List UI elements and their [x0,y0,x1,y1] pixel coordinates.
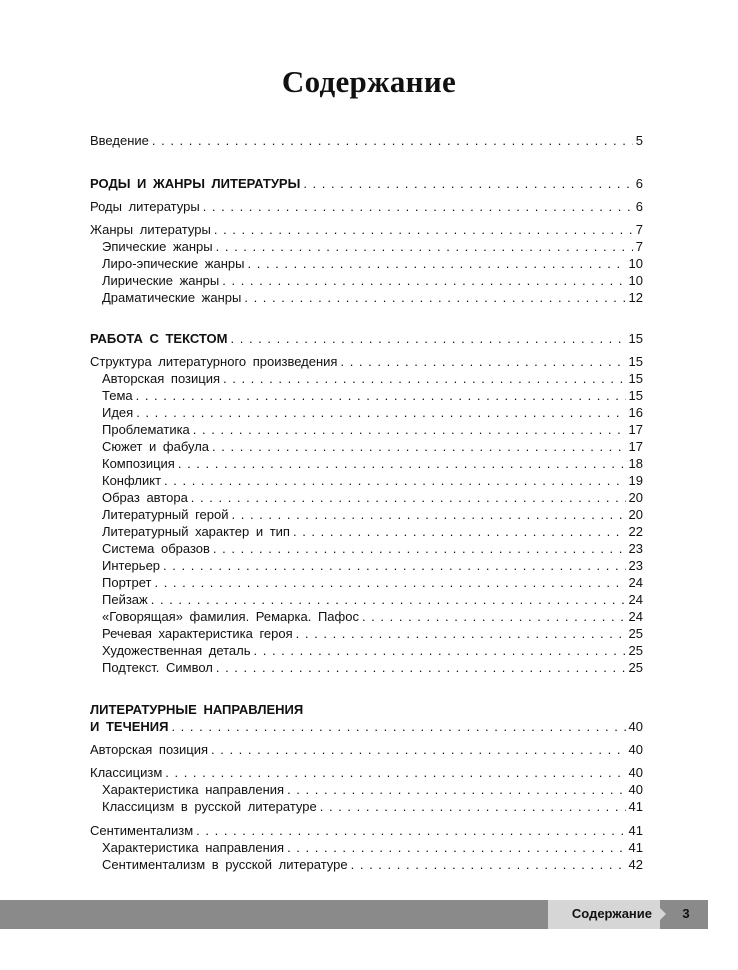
toc-leader [320,798,626,815]
page-number: 3 [682,906,690,921]
toc-page: 41 [628,823,643,838]
toc-leader [191,489,626,506]
toc-page: 18 [628,456,643,471]
toc-entry [90,353,643,370]
toc-subentry [102,387,643,404]
toc-label: Композиция [102,456,175,471]
toc-leader [248,255,626,272]
toc-label: РАБОТА С ТЕКСТОМ [90,331,228,346]
toc-page: 7 [635,222,643,237]
toc-page: 40 [628,742,643,757]
toc-subentry [102,642,643,659]
toc-subentry [102,856,643,873]
toc-subentry [102,272,643,289]
toc-page: 24 [628,575,643,590]
toc-subentry [102,608,643,625]
toc-leader [163,557,626,574]
toc-leader [244,289,625,306]
toc-label: Классицизм [90,765,163,780]
toc-label: Литературный характер и тип [102,524,290,539]
toc-subentry [102,506,643,523]
toc-subentry [102,421,643,438]
toc-entry [90,764,643,781]
footer-section-label: Содержание [571,906,652,921]
toc-subentry [102,781,643,798]
toc-label: Характеристика направления [102,840,285,855]
toc-label: Эпические жанры [102,239,213,254]
toc-leader [196,822,625,839]
toc-leader [232,506,626,523]
toc-page: 16 [628,405,643,420]
toc-section-movements-line1: ЛИТЕРАТУРНЫЕ НАПРАВЛЕНИЯ [90,702,304,717]
toc-label: Портрет [102,575,152,590]
toc-subentry [102,289,643,306]
toc-label: Художественная деталь [102,643,251,658]
toc-label: Идея [102,405,134,420]
toc-leader [340,353,625,370]
toc-page: 41 [628,799,643,814]
toc-subentry [102,625,643,642]
toc-page: 15 [628,371,643,386]
toc-page: 20 [628,490,643,505]
toc-label: Введение [90,133,149,148]
toc-label: И ТЕЧЕНИЯ [90,719,169,734]
toc-page: 40 [628,719,643,734]
page-title: Содержание [281,64,457,99]
toc-label: Классицизм в русской литературе [102,799,317,814]
toc-subentry [102,238,643,255]
toc-leader [164,472,626,489]
toc-leader [193,421,626,438]
toc-page: 42 [628,857,643,872]
toc-leader [287,781,625,798]
toc-subentry [102,370,643,387]
toc-label: Интерьер [102,558,161,573]
toc-page: 15 [628,354,643,369]
toc-subentry [102,438,643,455]
toc-label: Сюжет и фабула [102,439,210,454]
toc-subentry [102,659,643,676]
toc-page: 6 [635,199,643,214]
toc-page: 25 [628,626,643,641]
toc-label: Драматические жанры [102,290,242,305]
toc-page: 5 [635,133,643,148]
toc-leader [362,608,626,625]
toc-page: 12 [628,290,643,305]
toc-subentry [102,839,643,856]
toc-subentry [102,798,643,815]
toc-label: Структура литературного произведения [90,354,338,369]
toc-page: 41 [628,840,643,855]
toc-label: Речевая характеристика героя [102,626,293,641]
toc-page: 17 [628,422,643,437]
toc-subentry [102,455,643,472]
toc-label: Роды литературы [90,199,200,214]
toc-label: Проблематика [102,422,190,437]
toc-leader [303,175,632,192]
toc-page: 19 [628,473,643,488]
toc-entry [90,741,643,758]
toc-leader [351,856,626,873]
toc-page: 25 [628,643,643,658]
toc-label: Пейзаж [102,592,148,607]
toc-page: 23 [628,558,643,573]
toc-entry-introduction [90,132,643,149]
toc-leader [136,404,625,421]
toc-subentry [102,574,643,591]
toc-page: 20 [628,507,643,522]
toc-page: 24 [628,609,643,624]
toc-label: РОДЫ И ЖАНРЫ ЛИТЕРАТУРЫ [90,176,301,191]
toc-page: 7 [635,239,643,254]
toc-leader [216,238,633,255]
toc-subentry [102,472,643,489]
toc-leader [211,741,626,758]
toc-subentry [102,557,643,574]
toc-subentry [102,404,643,421]
toc-subentry [102,523,643,540]
toc-label: Характеристика направления [102,782,285,797]
toc-label: Жанры литературы [90,222,211,237]
toc-leader [296,625,626,642]
toc-page: 10 [628,273,643,288]
toc-label: Лирические жанры [102,273,220,288]
toc-label: Тема [102,388,133,403]
toc-label: «Говорящая» фамилия. Ремарка. Пафос [102,609,359,624]
toc-leader [254,642,626,659]
toc-page: 6 [635,176,643,191]
toc-page: 25 [628,660,643,675]
toc-section-genres [90,175,643,192]
toc-label: Подтекст. Символ [102,660,213,675]
toc-leader [151,591,626,608]
toc-leader [171,718,625,735]
toc-leader [152,132,633,149]
toc-leader [154,574,625,591]
toc-leader [287,839,625,856]
toc-subentry [102,540,643,557]
toc-leader [216,659,626,676]
toc-label: Конфликт [102,473,162,488]
toc-page: 22 [628,524,643,539]
toc-entry [90,198,643,215]
toc-page: 24 [628,592,643,607]
toc-label: Образ автора [102,490,188,505]
toc-leader [212,438,625,455]
toc-leader [178,455,626,472]
toc-leader [213,540,626,557]
toc-label: Литературный герой [102,507,229,522]
toc-subentry [102,591,643,608]
toc-label: Сентиментализм [90,823,194,838]
toc-leader [293,523,626,540]
toc-label: Система образов [102,541,210,556]
toc-leader [203,198,633,215]
toc-label: Лиро-эпические жанры [102,256,245,271]
toc-subentry [102,489,643,506]
toc-leader [136,387,626,404]
toc-section-movements [90,718,643,735]
toc-label: Сентиментализм в русской литературе [102,857,348,872]
toc-page: 40 [628,765,643,780]
toc-page: 15 [628,388,643,403]
toc-leader [165,764,625,781]
toc-entry [90,221,643,238]
toc-label: Авторская позиция [90,742,209,757]
toc-leader [222,272,625,289]
footer-arrow-icon [652,900,666,928]
toc-entry [90,822,643,839]
toc-page: 15 [628,331,643,346]
toc-section-text-work [90,330,643,347]
toc-page: 10 [628,256,643,271]
toc-leader [223,370,626,387]
toc-page: 17 [628,439,643,454]
toc-leader [231,330,626,347]
toc-leader [214,221,633,238]
toc-page: 23 [628,541,643,556]
toc-subentry [102,255,643,272]
toc-label: Авторская позиция [102,371,221,386]
toc-page: 40 [628,782,643,797]
